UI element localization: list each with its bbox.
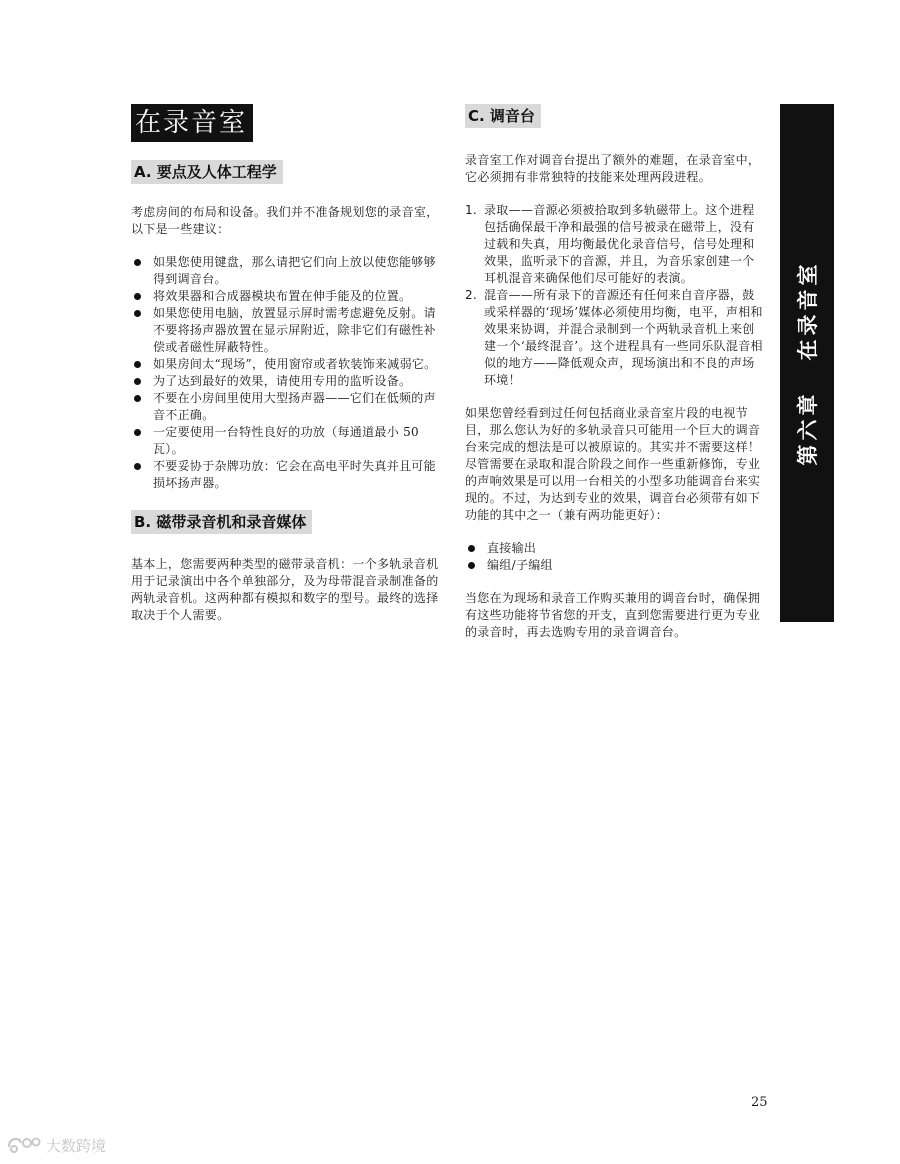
bullet-icon	[134, 310, 141, 317]
bullet-icon	[134, 293, 141, 300]
chapter-title: 在录音室	[131, 104, 253, 142]
section-c-intro: 录音室工作对调音台提出了额外的难题，在录音室中，它必须拥有非常独特的技能来处理两段进程。	[465, 153, 761, 184]
bullet-icon	[468, 562, 475, 569]
section-a-heading: A. 要点及人体工程学	[131, 160, 283, 184]
list-item: 如果您使用电脑，放置显示屏时需考虑避免反射。请不要将扬声器放置在显示屏附近，除非它们有磁性补偿或者磁性屏蔽特性。	[131, 305, 439, 356]
bullet-icon	[134, 395, 141, 402]
list-item: 不要在小房间里使用大型扬声器——它们在低频的声音不正确。	[131, 390, 439, 424]
chapter-side-label	[792, 261, 822, 466]
section-b-body: 基本上，您需要两种类型的磁带录音机：一个多轨录音机用于记录演出中各个单独部分，及为母带混音录制准备的两轨录音机。这两种都有模拟和数字的型号。最终的选择取决于个人需要。	[131, 557, 439, 622]
list-item: 为了达到最好的效果，请使用专用的监听设备。	[131, 373, 439, 390]
section-a-bullet-list	[131, 254, 439, 492]
chapter-name: 在录音室	[796, 260, 820, 361]
section-c-paragraph: 如果您曾经看到过任何包括商业录音室片段的电视节目，那么您认为好的多轨录音只可能用一个巨大的调音台来完成的想法是可以被原谅的。其实并不需要这样！尽管需要在录取和混合阶段之间作一些重新修饰，专业的声响效果是可以用一台相关的小型多功能调音台来实现的。不过，为达到专业的效果，调音台必须带有如下功能的其中之一（兼有两功能更好）：	[465, 406, 761, 522]
bullet-icon	[134, 361, 141, 368]
bullet-icon	[468, 545, 475, 552]
section-c-feature-list	[465, 540, 765, 574]
bullet-icon	[134, 378, 141, 385]
watermark-text: 大数跨境	[46, 1136, 107, 1155]
list-item: 编组/子编组	[465, 557, 765, 574]
list-item: 直接输出	[465, 540, 765, 557]
page-number: 25	[751, 1095, 768, 1110]
list-item: 如果您使用键盘，那么请把它们向上放以使您能够够得到调音台。	[131, 254, 439, 288]
left-column	[131, 104, 439, 624]
chapter-number: 第六章	[796, 390, 820, 466]
bullet-icon	[134, 463, 141, 470]
chapter-side-tab	[780, 104, 834, 622]
section-c-heading: C. 调音台	[465, 104, 541, 128]
section-b-heading: B. 磁带录音机和录音媒体	[131, 510, 312, 534]
bullet-icon	[134, 429, 141, 436]
list-item: 将效果器和合成器模块布置在伸手能及的位置。	[131, 288, 439, 305]
section-c-closing: 当您在为现场和录音工作购买兼用的调音台时，确保拥有这些功能将节省您的开支，直到您需要进行更为专业的录音时，再去选购专用的录音调音台。	[465, 591, 761, 639]
section-c-step-list	[465, 202, 765, 389]
list-item: 如果房间太“现场”，使用窗帘或者软装饰来减弱它。	[131, 356, 439, 373]
list-item: 1. 录取——音源必须被拾取到多轨磁带上。这个进程包括确保最干净和最强的信号被录在磁带上，没有过载和失真，用均衡最优化录音信号，信号处理和效果，监听录下的音源，并且，为音乐家创建一个耳机混音来确保他们尽可能好的表演。	[465, 203, 755, 285]
watermark	[6, 1134, 106, 1156]
list-item: 不要妥协于杂牌功放：它会在高电平时失真并且可能损坏扬声器。	[131, 458, 439, 492]
watermark-logo-icon	[6, 1134, 42, 1156]
bullet-icon	[134, 259, 141, 266]
section-a-intro: 考虑房间的布局和设备。我们并不准备规划您的录音室，以下是一些建议：	[131, 205, 439, 236]
list-item: 2. 混音——所有录下的音源还有任何来自音序器，鼓或采样器的‘现场’媒体必须使用均衡，电平，声相和效果来协调，并混合录制到一个两轨录音机上来创建一个‘最终混音’。这个进程具有一些同乐队混音相似的地方——降低观众声，现场演出和不良的声场环境！	[465, 288, 763, 387]
right-column	[465, 104, 765, 641]
list-item: 一定要使用一台特性良好的功放（每通道最小 50 瓦）。	[131, 424, 439, 458]
